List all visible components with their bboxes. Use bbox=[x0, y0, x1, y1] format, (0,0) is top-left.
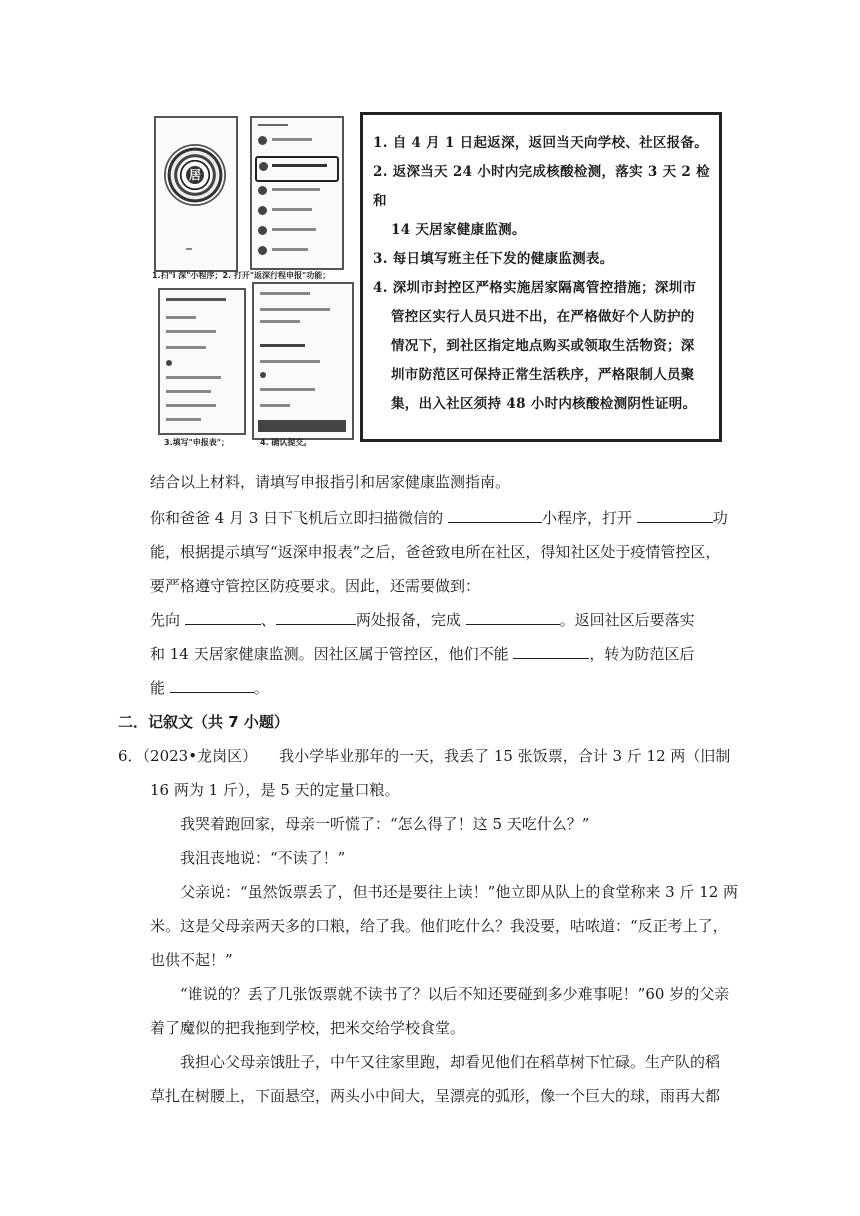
phone-screenshot-menu bbox=[250, 116, 344, 270]
passage-line: 16 两为 1 斤），是 5 天的定量口粮。 bbox=[150, 781, 400, 799]
figure-caption-step3: 3.填写"申报表"； bbox=[164, 438, 229, 447]
qr-code-image bbox=[164, 144, 226, 206]
answer-blank-6[interactable] bbox=[513, 644, 589, 659]
question-number: 6．（2023•龙岗区） bbox=[118, 747, 258, 765]
passage-line: 着了魔似的把我拖到学校，把米交给学校食堂。 bbox=[150, 1019, 466, 1037]
answer-blank-5[interactable] bbox=[466, 610, 560, 625]
answer-blank-1[interactable] bbox=[448, 508, 542, 523]
notice-line: 4. 深圳市封控区严格实施居家隔离管控措施；深圳市 bbox=[373, 280, 697, 296]
answer-blank-3[interactable] bbox=[185, 610, 261, 625]
phone-screenshot-qr bbox=[154, 116, 238, 272]
question-line-3: 要严格遵守管控区防疫要求。因此，还需要做到： bbox=[150, 577, 481, 595]
phone-screenshot-confirm bbox=[252, 282, 354, 440]
answer-blank-2[interactable] bbox=[637, 508, 713, 523]
material-figure bbox=[150, 110, 730, 450]
notice-line: 2. 返深当天 24 小时内完成核酸检测，落实 3 天 2 检和 bbox=[373, 164, 710, 209]
passage-line: 我担心父母亲饿肚子，中午又往家里跑，却看见他们在稻草树下忙碌。生产队的稻 bbox=[180, 1053, 721, 1071]
section-heading: 二．记叙文（共 7 小题） bbox=[118, 713, 289, 731]
passage-line: 米。这是父母亲两天多的口粮，给了我。他们吃什么？我没要，咕哝道：“反正考上了， bbox=[150, 917, 728, 935]
notice-line: 3. 每日填写班主任下发的健康监测表。 bbox=[373, 251, 614, 267]
notice-line: 情况下，到社区指定地点购买或领取生活物资；深 bbox=[391, 338, 695, 354]
answer-blank-7[interactable] bbox=[170, 678, 254, 693]
passage-line: 我哭着跑回家，母亲一听慌了：“怎么得了！这 5 天吃什么？” bbox=[180, 815, 590, 833]
answer-blank-4[interactable] bbox=[276, 610, 356, 625]
qr-center-logo: 居 bbox=[186, 166, 204, 184]
question-line-4: 先向 、 两处报备，完成 。返回社区后要落实 bbox=[150, 611, 695, 629]
passage-line: 我沮丧地说：“不读了！” bbox=[180, 849, 346, 867]
figure-caption-step4: 4. 确认提交。 bbox=[260, 438, 312, 447]
notice-line: 管控区实行人员只进不出，在严格做好个人防护的 bbox=[391, 309, 695, 325]
notice-line: 圳市防范区可保持正常生活秩序，严格限制人员聚 bbox=[391, 367, 695, 383]
question-line-1: 你和爸爸 4 月 3 日下飞机后立即扫描微信的 小程序，打开 功 bbox=[150, 509, 728, 527]
passage-line: 也供不起！” bbox=[150, 951, 233, 969]
notice-line: 14 天居家健康监测。 bbox=[391, 222, 526, 238]
phone-screenshot-form bbox=[158, 288, 246, 435]
question-line-2: 能，根据提示填写“返深申报表”之后，爸爸致电所在社区，得知社区处于疫情管控区， bbox=[150, 543, 721, 561]
passage-line: 草扎在树腰上，下面悬空，两头小中间大，呈漂亮的弧形，像一个巨大的球，雨再大都 bbox=[150, 1087, 721, 1105]
passage-line: 6．（2023•龙岗区） 我小学毕业那年的一天，我丢了 15 张饭票，合计 3 斤 12 两（旧制 bbox=[118, 747, 731, 765]
question-instruction: 结合以上材料，请填写申报指引和居家健康监测指南。 bbox=[150, 473, 511, 491]
passage-line: 父亲说：“虽然饭票丢了，但书还是要往上读！”他立即从队上的食堂称来 3 斤 12 两 bbox=[180, 883, 739, 901]
passage-line: “谁说的？丢了几张饭票就不读书了？以后不知还要碰到多少难事呢！”60 岁的父亲 bbox=[180, 985, 730, 1003]
question-line-6: 能 。 bbox=[150, 679, 269, 697]
notice-line: 1. 自 4 月 1 日起返深，返回当天向学校、社区报备。 bbox=[373, 135, 709, 151]
notice-line: 集，出入社区须持 48 小时内核酸检测阴性证明。 bbox=[391, 396, 697, 412]
notice-box bbox=[360, 112, 722, 442]
figure-caption-step1-2: 1.扫"i 深"小程序；2. 打开"返深行程申报"功能； bbox=[152, 271, 331, 280]
question-line-5: 和 14 天居家健康监测。因社区属于管控区，他们不能 ，转为防范区后 bbox=[150, 645, 695, 663]
